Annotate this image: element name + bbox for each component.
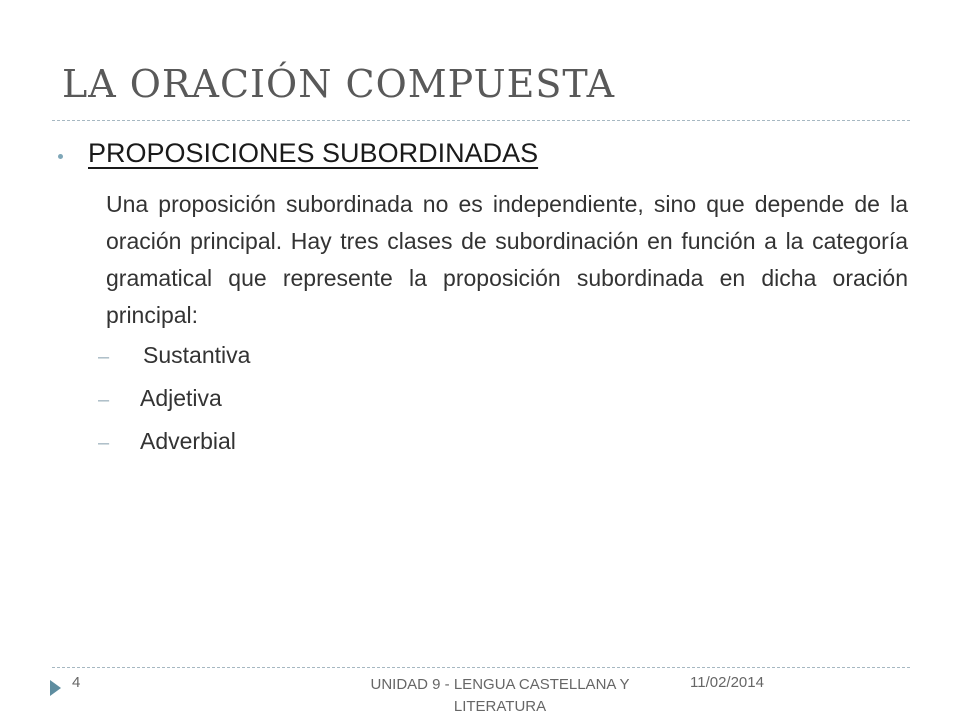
bullet-item <box>58 138 908 178</box>
dash-icon: – <box>98 389 110 411</box>
slide-title: LA ORACIÓN COMPUESTA <box>62 62 616 106</box>
dash-icon: – <box>98 432 110 454</box>
sub-item <box>58 385 908 428</box>
dash-icon: – <box>98 346 110 368</box>
bullet-paragraph: Una proposición subordinada no es independiente, sino que depende de la oración principal. Hay tres clases de subordinación en función a la categoría gramatical que represente la proposición subordinada en dicha oración principal: <box>106 191 908 328</box>
sub-item-label: Adjetiva <box>140 385 222 411</box>
sub-item-list <box>58 342 908 471</box>
bullet-heading: PROPOSICIONES SUBORDINADAS <box>88 138 539 168</box>
page-number: 4 <box>72 674 81 691</box>
slide-body <box>58 138 908 471</box>
footer-course-line1: UNIDAD 9 - LENGUA CASTELLANA Y <box>370 676 630 693</box>
sub-item <box>58 428 908 471</box>
footer-date: 11/02/2014 <box>690 674 764 691</box>
triangle-right-icon <box>50 680 61 696</box>
footer-course-line2: LITERATURA <box>453 698 547 715</box>
bullet-dot-icon <box>58 154 63 159</box>
title-divider <box>52 120 910 121</box>
sub-item-label: Sustantiva <box>143 342 251 368</box>
sub-item <box>58 342 908 385</box>
footer-divider <box>52 667 910 668</box>
footer-course-title <box>340 674 660 718</box>
sub-item-label: Adverbial <box>140 428 236 454</box>
